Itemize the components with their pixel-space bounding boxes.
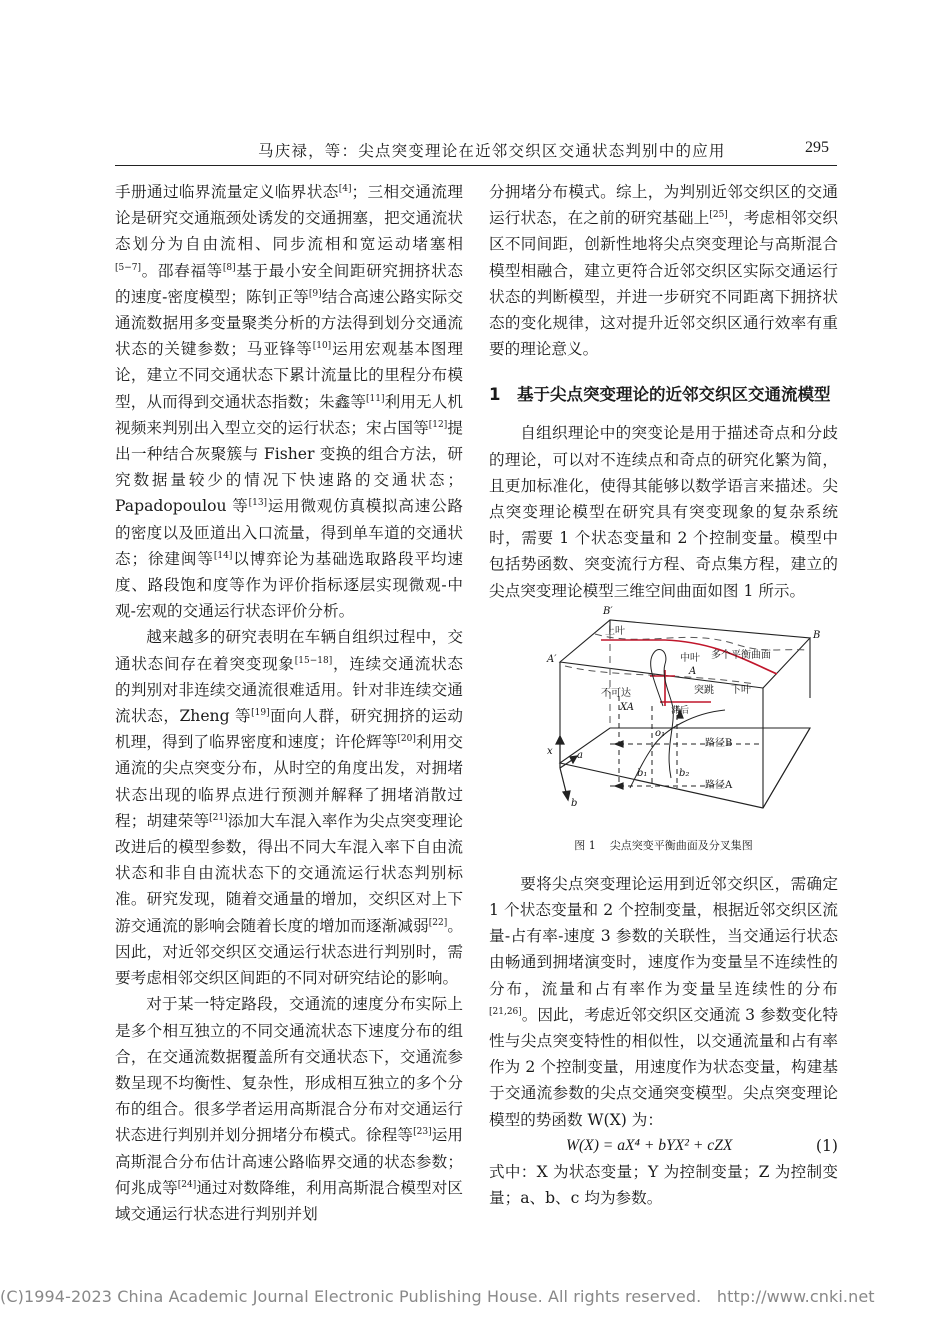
fig-label: A′	[547, 653, 557, 665]
arrow-head	[615, 741, 623, 747]
fig-label: b	[571, 797, 578, 809]
running-title: 马庆禄，等：尖点突变理论在近邻交织区交通状态判别中的应用	[258, 142, 726, 160]
equation-number: (1)	[815, 1136, 838, 1155]
fig-label: b₁	[637, 767, 648, 779]
paragraph: 越来越多的研究表明在车辆自组织过程中，交通状态间存在着突变现象[15−18]，连续交通流状态的判别对非连续交通流很难适用。针对非连续交通流状态，Zheng 等[19]面向人群，研究拥挤的运动机理，得到了临界密度和速度；许伦辉等[20]利用交通流的尖点突变分布，从时空的角度出发，对拥堵状态出现的临界点进行预测并解释了拥堵消散过程；胡建荣等[21]添加大车混入率作为尖点突变理论改进后的模型参数，得出不同大车混入率下自由流状态和非自由流状态下的交通流运行状态判别标准。研究发现，随着交通量的增加，交织区对上下游交通流的影响会随着长度的增加而逐渐减弱[22]。因此，对近邻交织区交通运行状态进行判别时，需要考虑相邻交织区间距的不同对研究结论的影响。	[115, 628, 463, 988]
cusp-catastrophe-diagram	[515, 618, 827, 823]
right-column	[489, 179, 838, 1211]
paragraph: 式中：X 为状态变量；Y 为控制变量；Z 为控制变量；a、b、c 均为参数。	[489, 1162, 838, 1208]
cnki-link[interactable]: http://www.cnki.net	[716, 1287, 875, 1306]
fig-label: x	[547, 745, 553, 757]
fig-label: 不可达	[601, 687, 631, 699]
paragraph: 分拥堵分布模式。综上，为判别近邻交织区的交通运行状态，在之前的研究基础上[25]，考虑相邻交织区不同间距，创新性地将尖点突变理论与高斯混合模型相融合，建立更符合近邻交织区实际交通运行状态的判断模型，并进一步研究不同距离下拥挤状态的变化规律，这对提升近邻交织区通行效率有重要的理论意义。	[489, 183, 838, 359]
fig-label: B	[813, 629, 821, 641]
fig-label: a	[577, 749, 583, 761]
fig-label: 突跳	[694, 684, 714, 696]
fig-label: 滞后	[671, 705, 690, 716]
header-rule	[115, 165, 837, 166]
dashed-curve	[595, 634, 805, 650]
equation-1	[489, 1133, 838, 1159]
fig-label: B′	[603, 605, 613, 617]
arrow-head	[563, 791, 570, 800]
left-column	[115, 179, 463, 1227]
section-heading: 1 基于尖点突变理论的近邻交织区交通流模型	[489, 385, 831, 405]
arrow-head	[615, 783, 623, 789]
fig-label: o₁	[655, 727, 666, 739]
fold-curve	[664, 664, 673, 778]
page-number: 295	[805, 139, 829, 156]
fig-label: 下叶	[731, 684, 751, 696]
figure-caption: 图 1 尖点突变平衡曲面及分叉集图	[574, 838, 753, 852]
fig-label: 路径B	[705, 737, 733, 749]
arrow-head	[556, 736, 564, 744]
fig-label: A	[689, 665, 697, 677]
edge	[763, 728, 810, 808]
fig-label: b₂	[679, 767, 690, 779]
fold-curve	[651, 649, 666, 706]
paragraph: 自组织理论中的突变论是用于描述奇点和分歧的理论，可以对不连续点和奇点的研究化繁为简，且更加标准化，使得其能够以数学语言来描述。尖点突变理论模型在研究具有突变现象的复杂系统时，需要 1 个状态变量和 2 个控制变量。模型中包括势函数、突变流行方程、奇点集方程，建立的尖点突变理论模型三维空间曲面如图 1 所示。	[489, 424, 838, 600]
fig-label: 路径A	[705, 779, 733, 791]
paragraph: 对于某一特定路段，交通流的速度分布实际上是多个相互独立的不同交通流状态下速度分布的组合，在交通流数据覆盖所有交通状态下，交通流参数呈现不均衡性、复杂性，形成相互独立的多个分布的组合。很多学者运用高斯混合分布对交通运行状态进行判别并划分拥堵分布模式。徐程等[23]运用高斯混合分布估计高速公路临界交通的状态参数；何兆成等[24]通过对数降维，利用高斯混合模型对区域交通运行状态进行判别并划	[115, 995, 463, 1223]
paragraph: 手册通过临界流量定义临界状态[4]；三相交通流理论是研究交通瓶颈处诱发的交通拥塞，把交通流状态划分为自由流相、同步流相和宽运动堵塞相[5−7]。邵春福等[8]基于最小安全间距研究拥挤状态的速度-密度模型；陈钊正等[9]结合高速公路实际交通流数据用多变量聚类分析的方法得到划分交通流状态的关键参数；马亚锋等[10]运用宏观基本图理论，建立不同交通状态下累计流量比的里程分布模型，从而得到交通状态指数；朱鑫等[11]利用无人机视频来判别出入型立交的运行状态；宋占国等[12]提出一种结合灰聚簇与 Fisher 变换的组合方法，研究数据量较少的情况下快速路的交通状态；Papadopoulou 等[13]运用微观仿真模拟高速公路的密度以及匝道出入口流量，得到单车道的交通状态；徐建闽等[14]以博弈论为基础选取路段平均速度、路段饱和度等作为评价指标逐层实现微观-中观-宏观的交通运行状态评价分析。	[115, 183, 463, 621]
copyright-footer: (C)1994-2023 China Academic Journal Electronic Publishing House. All rights reserved. http://www.cnki.net	[0, 1287, 875, 1306]
fig-label: 多个平衡曲面	[711, 649, 771, 661]
paragraph: 要将尖点突变理论运用到近邻交织区，需确定 1 个状态变量和 2 个控制变量，根据近邻交织区流量-占有率-速度 3 参数的关联性，当交通运行状态由畅通到拥堵演变时，速度作为变量呈不连续性的分布，流量和占有率作为变量呈连续性的分布[21,26]。因此，考虑近邻交织区交通流 3 参数变化特性与尖点突变特性的相似性，以交通流量和占有率作为 2 个控制变量，用速度作为状态变量，构建基于交通流参数的尖点交通突变模型。尖点突变理论模型的势函数 W(X) 为：	[489, 874, 838, 1129]
arrow-head	[570, 756, 577, 763]
fig-label: XA	[620, 701, 634, 713]
equation-body: W(X) = aX⁴ + bYX² + cZX	[566, 1136, 733, 1154]
fig-label: 上叶	[605, 625, 625, 637]
fig-label: 中叶	[680, 652, 700, 664]
figure-1	[515, 605, 827, 823]
